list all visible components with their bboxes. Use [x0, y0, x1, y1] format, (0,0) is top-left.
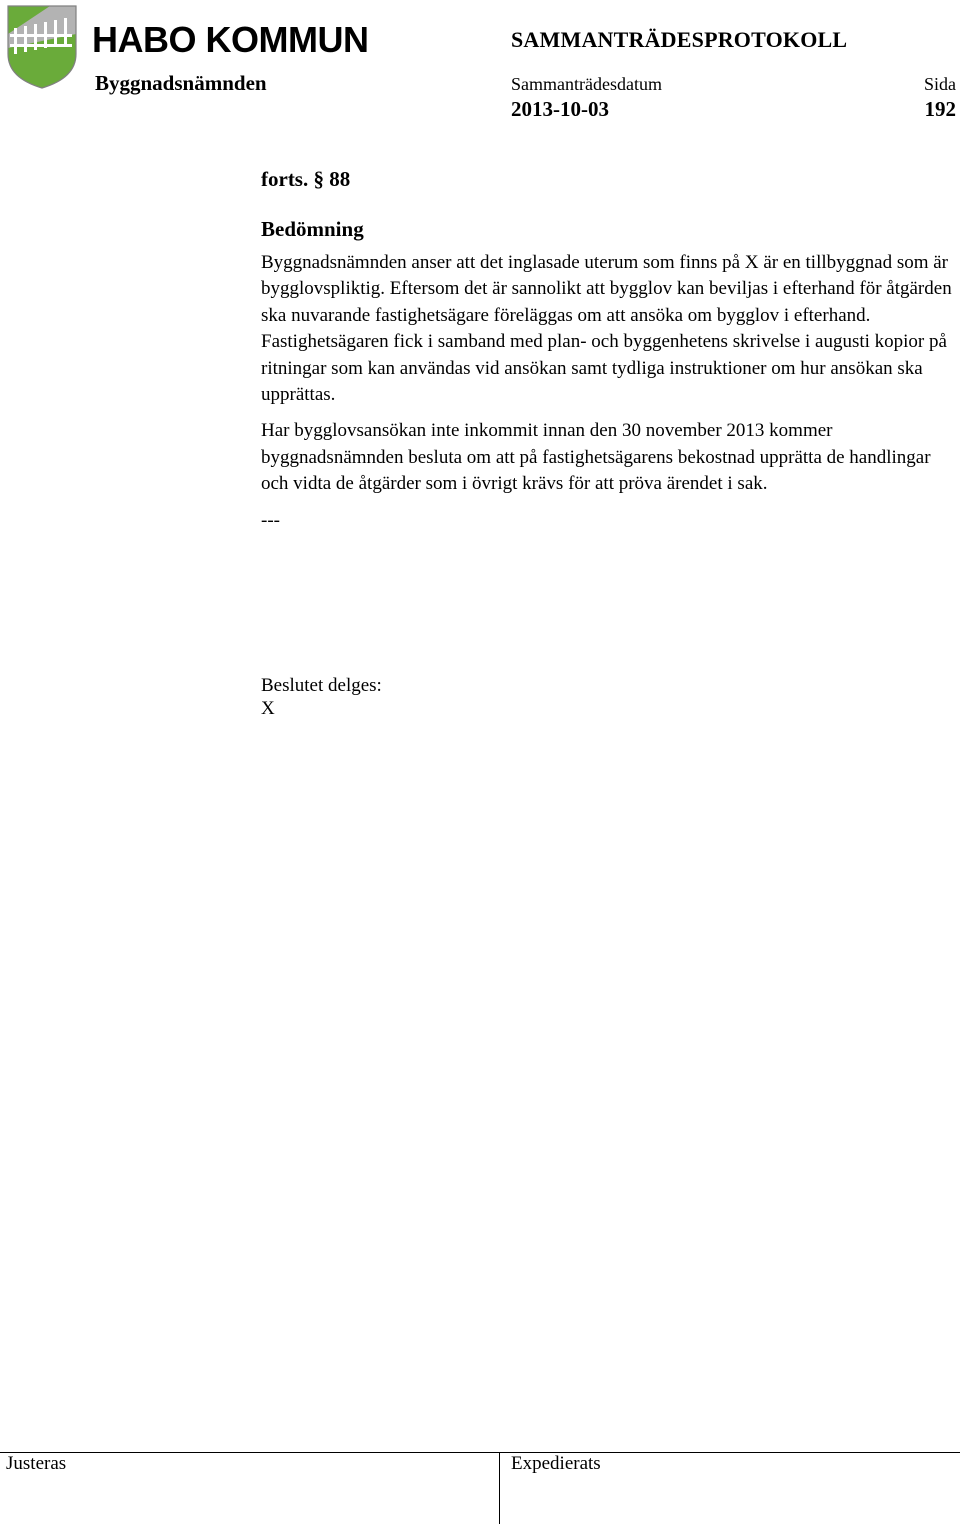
protocol-body [261, 164, 955, 534]
committee-name: Byggnadsnämnden [95, 71, 267, 95]
footer-expedierats-label: Expedierats [511, 1453, 601, 1474]
document-type: SAMMANTRÄDESPROTOKOLL [511, 27, 848, 52]
section-reference: forts. § 88 [261, 167, 351, 191]
meeting-date-value: 2013-10-03 [511, 97, 609, 121]
paragraph-assessment: Byggnadsnämnden anser att det inglasade uterum som finns på X är en tillbyggnad som är bygglovspliktig. Eftersom det är sannolikt att bygglov kan beviljas i efterhand för åtgärden ska nuvarande fastighetsägare föreläggas om att ansöka om bygglov i efterhand. Fastighetsägaren fick i samband med plan- och byggenhetens skrivelse i augusti kopior på ritningar som kan användas vid ansökan samt tydliga instruktioner om hur ansökan ska upprättas. [261, 252, 952, 406]
distribution-recipient: X [261, 698, 275, 719]
section-heading: Bedömning [261, 217, 364, 241]
footer-divider [499, 1452, 500, 1524]
page-number: 192 [924, 97, 956, 121]
distribution-label: Beslutet delges: [261, 675, 382, 696]
footer-justeras-label: Justeras [6, 1453, 67, 1474]
footer-rule [0, 1452, 960, 1453]
meeting-date-label: Sammanträdesdatum [511, 74, 662, 94]
page-label: Sida [923, 74, 956, 94]
organization-name: HABO KOMMUN [92, 19, 369, 60]
section-separator: --- [261, 509, 280, 531]
distribution-block [261, 674, 382, 720]
municipal-crest-icon [6, 4, 78, 90]
paragraph-deadline: Har bygglovsansökan inte inkommit innan den 30 november 2013 kommer byggnadsnämnden besluta om att på fastighetsägarens bekostnad upprätta de handlingar och vidta de åtgärder som i övrigt krävs för att pröva ärendet i sak. [261, 420, 931, 495]
